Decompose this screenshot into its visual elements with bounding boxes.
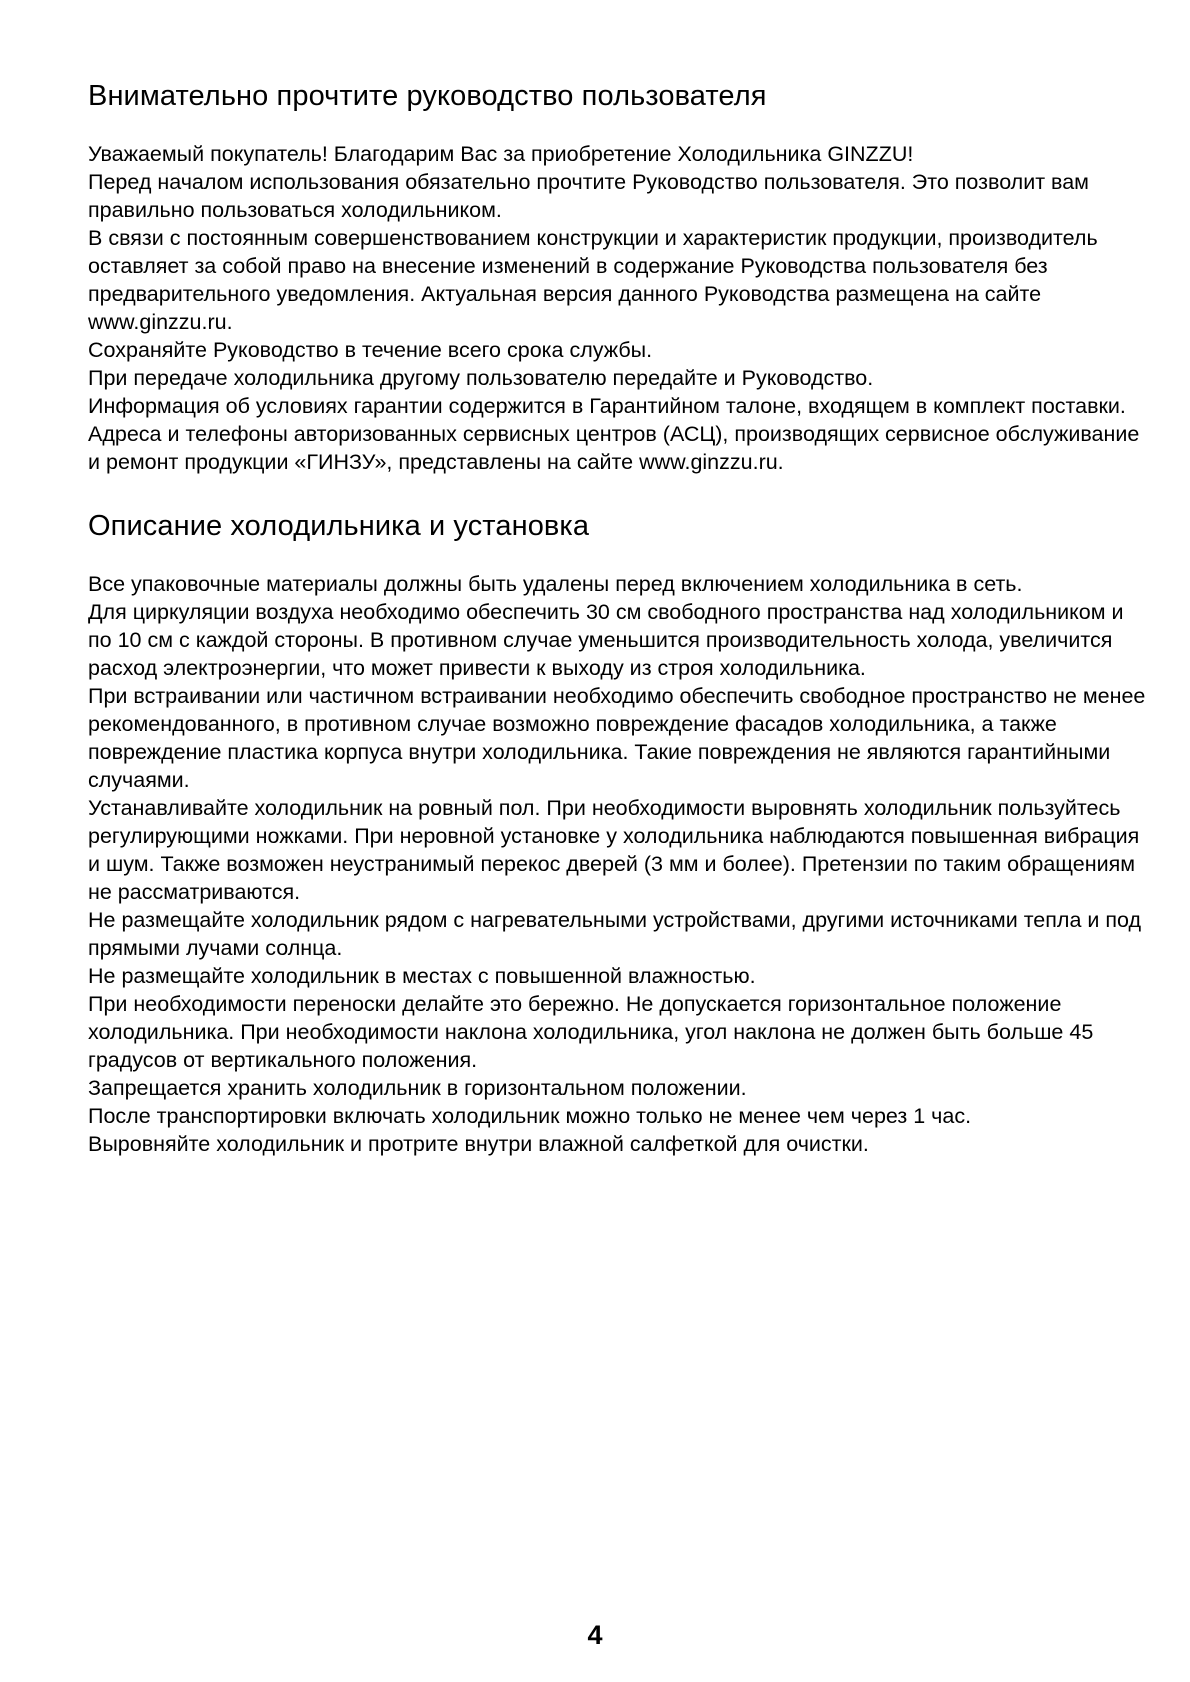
- paragraph-list: [88, 570, 1148, 1158]
- paragraph: Сохраняйте Руководство в течение всего срока службы.: [88, 338, 653, 362]
- paragraph: Перед началом использования обязательно прочтите Руководство пользователя. Это позволит вам правильно пользоваться холодильником.: [88, 170, 1089, 222]
- paragraph: При передаче холодильника другому пользователю передайте и Руководство.: [88, 366, 874, 390]
- paragraph: Выровняйте холодильник и протрите внутри влажной салфеткой для очистки.: [88, 1132, 869, 1156]
- section-description-installation: [88, 508, 1148, 1158]
- page-number: 4: [587, 1620, 603, 1650]
- paragraph: Уважаемый покупатель! Благодарим Вас за приобретение Холодильника GINZZU!: [88, 142, 914, 166]
- paragraph: Информация об условиях гарантии содержится в Гарантийном талоне, входящем в комплект поставки. Адреса и телефоны авторизованных сервисных центров (АСЦ), производящих сервисное обслуживание и ремонт продукции «ГИНЗУ», представлены на сайте www.ginzzu.ru.: [88, 394, 1140, 474]
- section-title: Внимательно прочтите руководство пользователя: [88, 80, 767, 112]
- paragraph: Все упаковочные материалы должны быть удалены перед включением холодильника в сеть.: [88, 572, 1023, 596]
- section-title: Описание холодильника и установка: [88, 510, 590, 542]
- section-user-guide: [88, 78, 1148, 476]
- paragraph: При встраивании или частичном встраивании необходимо обеспечить свободное пространство не менее рекомендованного, в противном случае возможно повреждение фасадов холодильника, а также повреждение пластика корпуса внутри холодильника. Такие повреждения не являются гарантийными случаями.: [88, 684, 1146, 792]
- document-body: [88, 78, 1148, 1158]
- paragraph: После транспортировки включать холодильник можно только не менее чем через 1 час.: [88, 1104, 972, 1128]
- paragraph: Не размещайте холодильник рядом с нагревательными устройствами, другими источниками тепла и под прямыми лучами солнца.: [88, 908, 1142, 960]
- paragraph: В связи с постоянным совершенствованием конструкции и характеристик продукции, производитель оставляет за собой право на внесение изменений в содержание Руководства пользователя без предварительного уведомления. Актуальная версия данного Руководства размещена на сайте www.ginzzu.ru.: [88, 226, 1098, 334]
- paragraph: При необходимости переноски делайте это бережно. Не допускается горизонтальное положение холодильника. При необходимости наклона холодильника, угол наклона не должен быть больше 45 градусов от вертикального положения.: [88, 992, 1094, 1072]
- paragraph: Не размещайте холодильник в местах с повышенной влажностью.: [88, 964, 756, 988]
- paragraph-list: [88, 140, 1148, 476]
- paragraph: Для циркуляции воздуха необходимо обеспечить 30 см свободного пространства над холодильником и по 10 см с каждой стороны. В противном случае уменьшится производительность холода, увеличится расход электроэнергии, что может привести к выходу из строя холодильника.: [88, 600, 1124, 680]
- paragraph: Устанавливайте холодильник на ровный пол. При необходимости выровнять холодильник пользуйтесь регулирующими ножками. При неровной установке у холодильника наблюдаются повышенная вибрация и шум. Также возможен неустранимый перекос дверей (3 мм и более). Претензии по таким обращениям не рассматриваются.: [88, 796, 1140, 904]
- paragraph: Запрещается хранить холодильник в горизонтальном положении.: [88, 1076, 747, 1100]
